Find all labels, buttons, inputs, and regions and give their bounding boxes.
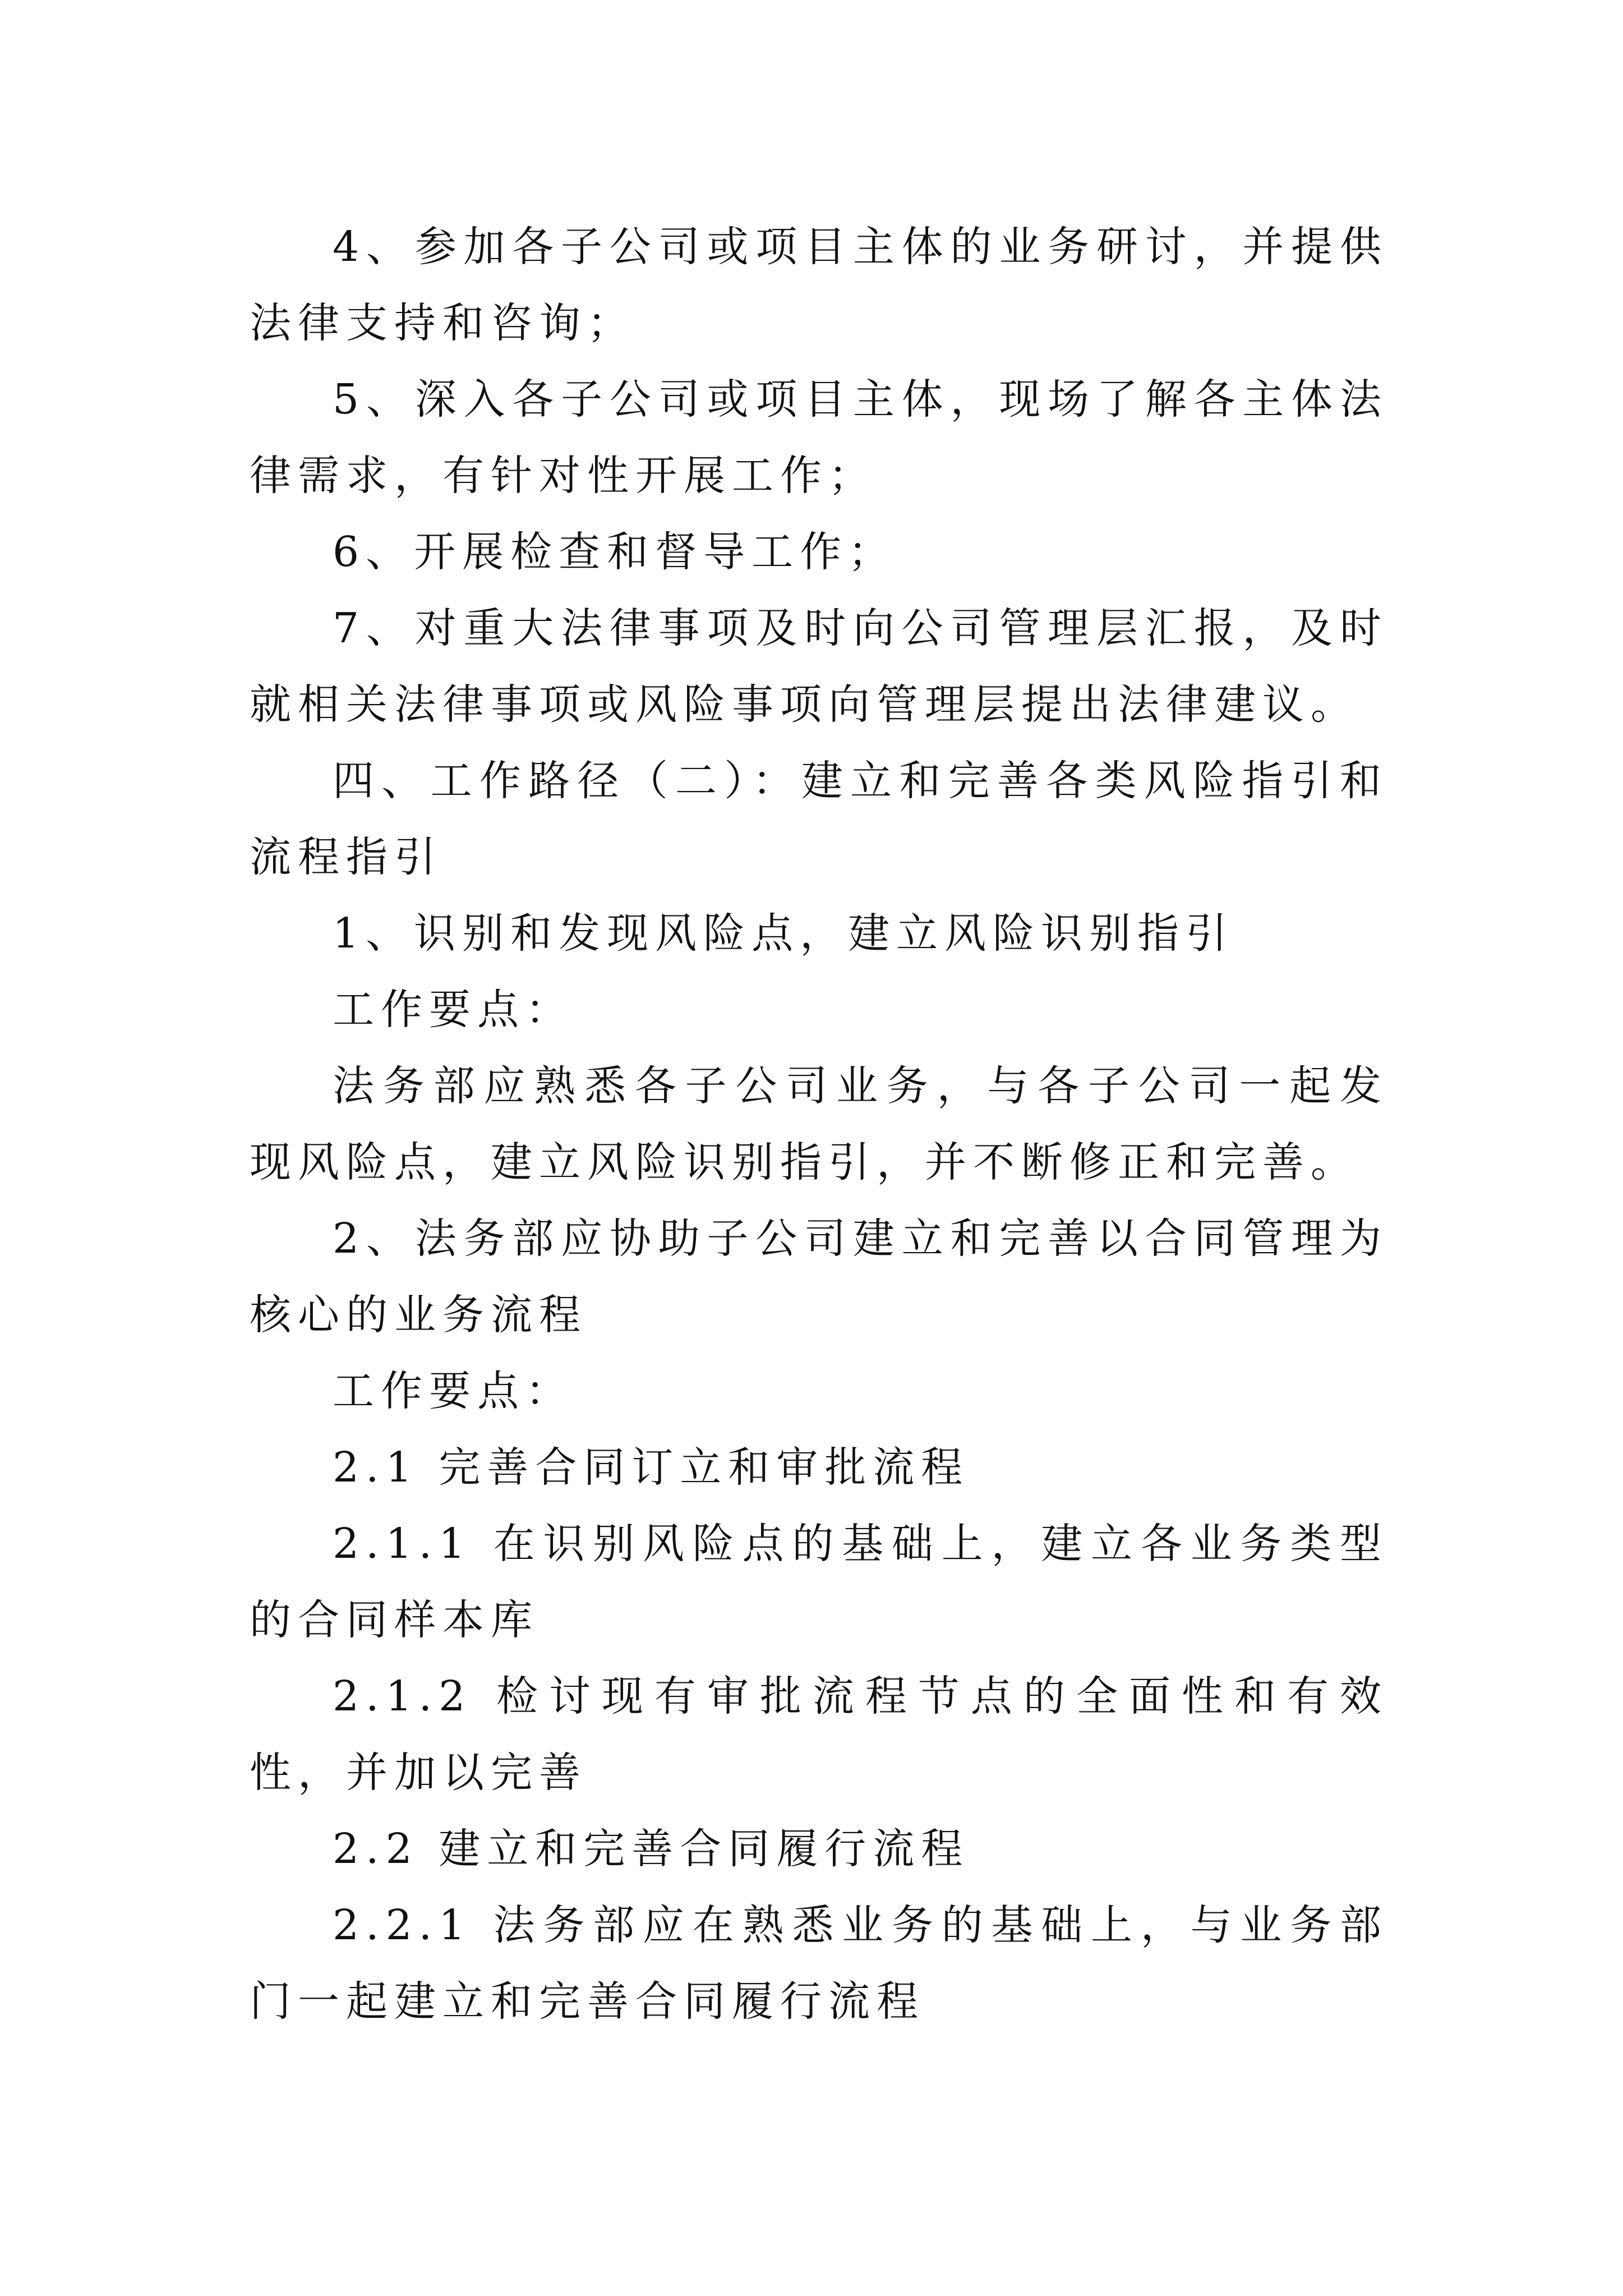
paragraph-item-7: 7、对重大法律事项及时向公司管理层汇报，及时就相关法律事项或风险事项向管理层提出法律建议。 [250,604,1388,729]
work-points-label: 工作要点： [333,986,574,1034]
paragraph-item-5: 5、深入各子公司或项目主体，现场了解各主体法律需求，有针对性开展工作； [250,375,1388,500]
clause-2-1-2: 2.1.2 检讨现有审批流程节点的全面性和有效性，并加以完善 [250,1672,1388,1797]
paragraph-item-6: 6、开展检查和督导工作； [333,528,897,576]
clause-2-1: 2.1 完善合同订立和审批流程 [333,1443,970,1492]
clause-2-2: 2.2 建立和完善合同履行流程 [333,1825,970,1873]
clause-2-1-1: 2.1.1 在识别风险点的基础上，建立各业务类型的合同样本库 [250,1520,1388,1644]
paragraph-legal-dept: 法务部应熟悉各子公司业务，与各子公司一起发现风险点，建立风险识别指引，并不断修正和完善。 [250,1062,1388,1186]
clause-2-2-1: 2.2.1 法务部应在熟悉业务的基础上，与业务部门一起建立和完善合同履行流程 [250,1901,1388,2026]
document-body [250,209,1388,2040]
work-points-label: 工作要点： [333,1367,574,1415]
paragraph-item-4: 4、参加各子公司或项目主体的业务研讨，并提供法律支持和咨询； [250,223,1388,347]
subsection-heading-1: 1、识别和发现风险点，建立风险识别指引 [333,909,1234,958]
section-heading-work-path-2: 四、工作路径（二）：建立和完善各类风险指引和流程指引 [250,757,1388,881]
subsection-heading-2: 2、法务部应协助子公司建立和完善以合同管理为核心的业务流程 [250,1214,1388,1339]
